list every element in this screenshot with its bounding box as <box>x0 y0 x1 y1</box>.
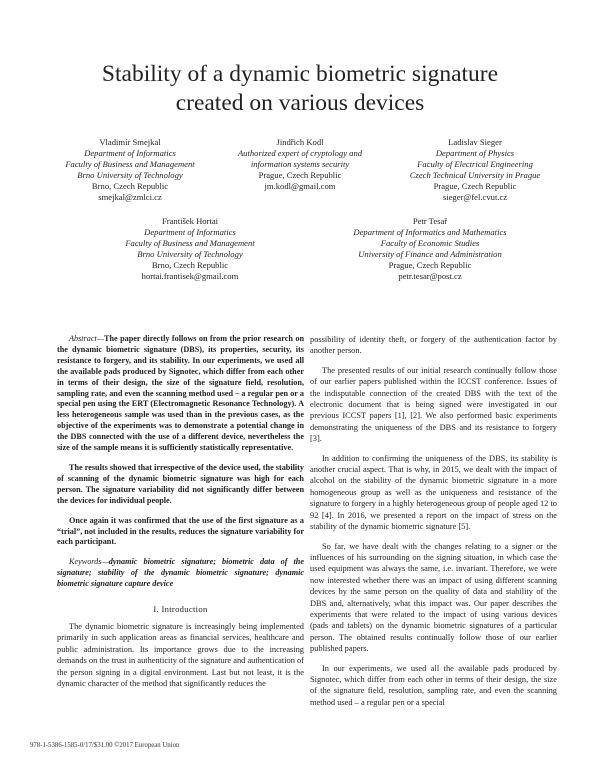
author-affiliation: Brno University of Technology <box>77 170 183 180</box>
section-heading: I. Introduction <box>153 604 208 615</box>
author-block <box>330 216 530 282</box>
author-block <box>390 137 560 203</box>
author-email: jm.kodl@gmail.com <box>264 181 336 191</box>
body-paragraph: In our experiments, we used all the available pads produced by Signotec, which differ from each other in terms of their design, the size of the signature field, resolution, sampling rate, and even the scanning method used – a regular pen or a special <box>310 663 557 707</box>
author-affiliation: Faculty of Electrical Engineering <box>417 159 533 169</box>
paper-title <box>0 60 600 118</box>
author-affiliation: Department of Physics <box>435 148 515 158</box>
abstract-text: The paper directly follows on from the prior research on the dynamic biometric signature (DBS), its properties, security, its resistance to forgery, and its stability. In our experiments, we used all the available pads produced by Signotec, which differ from each other in terms of their design, the size of the signature field, resolution, sampling rate, and even the scanning method used – a regular pen or a special pen using the ERT (Electromagnetic Resonance Technology). A less heterogeneous sample was used than in the previous cases, as the objective of the experiments was to demonstrate a potential change in the DBS connected with the use of a different device, nevertheless the size of the sample means it is sufficiently statistically representative. <box>57 334 304 453</box>
author-affiliation: Department of Informatics <box>84 148 176 158</box>
abstract-paragraph: Once again it was confirmed that the use of the first signature as a “trial”, not included in the results, reduces the signature variability for each participant. <box>57 515 304 547</box>
author-email: petr.tesar@post.cz <box>398 271 462 281</box>
author-name: František Hortai <box>161 216 219 226</box>
author-block <box>100 216 280 282</box>
body-paragraph: possibility of identity theft, or forgery of the authentication factor by another person. <box>310 335 557 356</box>
author-email: smejkal@zmlci.cz <box>98 192 162 202</box>
paper-title-line-2: created on various devices <box>175 90 425 116</box>
keywords-text: dynamic biometric signature; biometric data of the signature; stability of the dynamic biometric signature; dynamic biometric signature capture device <box>57 557 304 589</box>
author-location: Prague, Czech Republic <box>388 260 472 270</box>
author-location: Prague, Czech Republic <box>433 181 517 191</box>
author-name: Petr Tesař <box>412 216 448 226</box>
author-block <box>50 137 210 203</box>
author-affiliation: Faculty of Business and Management <box>125 238 255 248</box>
paper-title-line-1: Stability of a dynamic biometric signature <box>101 61 499 87</box>
abstract-paragraph: The results showed that irrespective of the device used, the stability of scanning of the dynamic biometric signature was high for each person. The signature variability did not significantly differ between the devices for individual people. <box>57 462 304 505</box>
author-email: hortai.frantisek@gmail.com <box>141 271 239 281</box>
body-paragraph: So far, we have dealt with the changes relating to a signer or the influences of his surrounding on the signing situation, in which case the used equipment was always the same, i.e. invariant. Therefore, we were now interested whether there was an impact of using different scanning devices by the same person on the quality of data and stability of the DBS and, alternatively, what this impact was. Our paper describes the experiments that were related to the impact of using various devices (pads and tablets) on the dynamic biometric signatures of a particular person. The obtained results continually follow those of our earlier published papers. <box>310 541 557 654</box>
author-affiliation: Czech Technical University in Prague <box>409 170 541 180</box>
body-paragraph: In addition to confirming the uniqueness of the DBS, its stability is another crucial aspect. That is why, in 2015, we dealt with the impact of alcohol on the stability of the dynamic biometric signature in a more homogeneous group as well as the uniqueness and resistance of the signature to forgery in a highly heterogeneous group of people aged 12 to 92 [4]. In 2016, we presented a report on the impact of stress on the stability of the dynamic biometric signature [5]. <box>310 453 557 532</box>
author-affiliation: University of Finance and Administration <box>358 249 502 259</box>
author-name: Ladislav Sieger <box>448 137 502 147</box>
author-location: Prague, Czech Republic <box>258 170 342 180</box>
author-affiliation: Faculty of Business and Management <box>65 159 195 169</box>
author-affiliation: Department of Informatics <box>144 227 236 237</box>
author-affiliation: Faculty of Economic Studies <box>380 238 480 248</box>
left-column <box>57 334 304 689</box>
body-paragraph: The presented results of our initial research continually follow those of our earlier papers published within the ICCST conference. Issues of the indisputable connection of the created DBS with the text of the electronic document that is being signed were investigated in our previous ICCST papers [1], [2]. We also performed basic experiments demonstrating the uniqueness of the DBS and its resistance to forgery [3]. <box>310 365 557 444</box>
keywords-label: Keywords— <box>69 557 109 567</box>
abstract-label: Abstract— <box>69 334 105 343</box>
author-name: Vladimír Smejkal <box>99 137 161 147</box>
author-location: Brno, Czech Republic <box>91 181 169 191</box>
author-affiliation: Authorized expert of cryptology and <box>237 148 363 158</box>
keywords-paragraph <box>57 557 304 590</box>
author-block <box>220 137 380 192</box>
body-paragraph: The dynamic biometric signature is increasingly being implemented primarily in such application areas as financial services, healthcare and public administration. Its importance grows due to the increasing demands on the trust in authenticity of the signature and authentication of the person signing in a digital environment. Last but not least, it is the dynamic character of the method that significantly reduces the <box>57 621 304 688</box>
author-affiliation: Brno University of Technology <box>137 249 243 259</box>
author-affiliation: Department of Informatics and Mathematics <box>353 227 507 237</box>
copyright-footer: 978-1-5386-1585-0/17/$31.00 ©2017 European Union <box>30 742 180 749</box>
author-email: sieger@fel.cvut.cz <box>442 192 508 202</box>
right-column <box>310 334 557 708</box>
author-affiliation: information systems security <box>250 159 350 169</box>
author-location: Brno, Czech Republic <box>151 260 229 270</box>
author-name: Jindřich Kodl <box>276 137 324 147</box>
abstract-paragraph <box>57 334 304 454</box>
